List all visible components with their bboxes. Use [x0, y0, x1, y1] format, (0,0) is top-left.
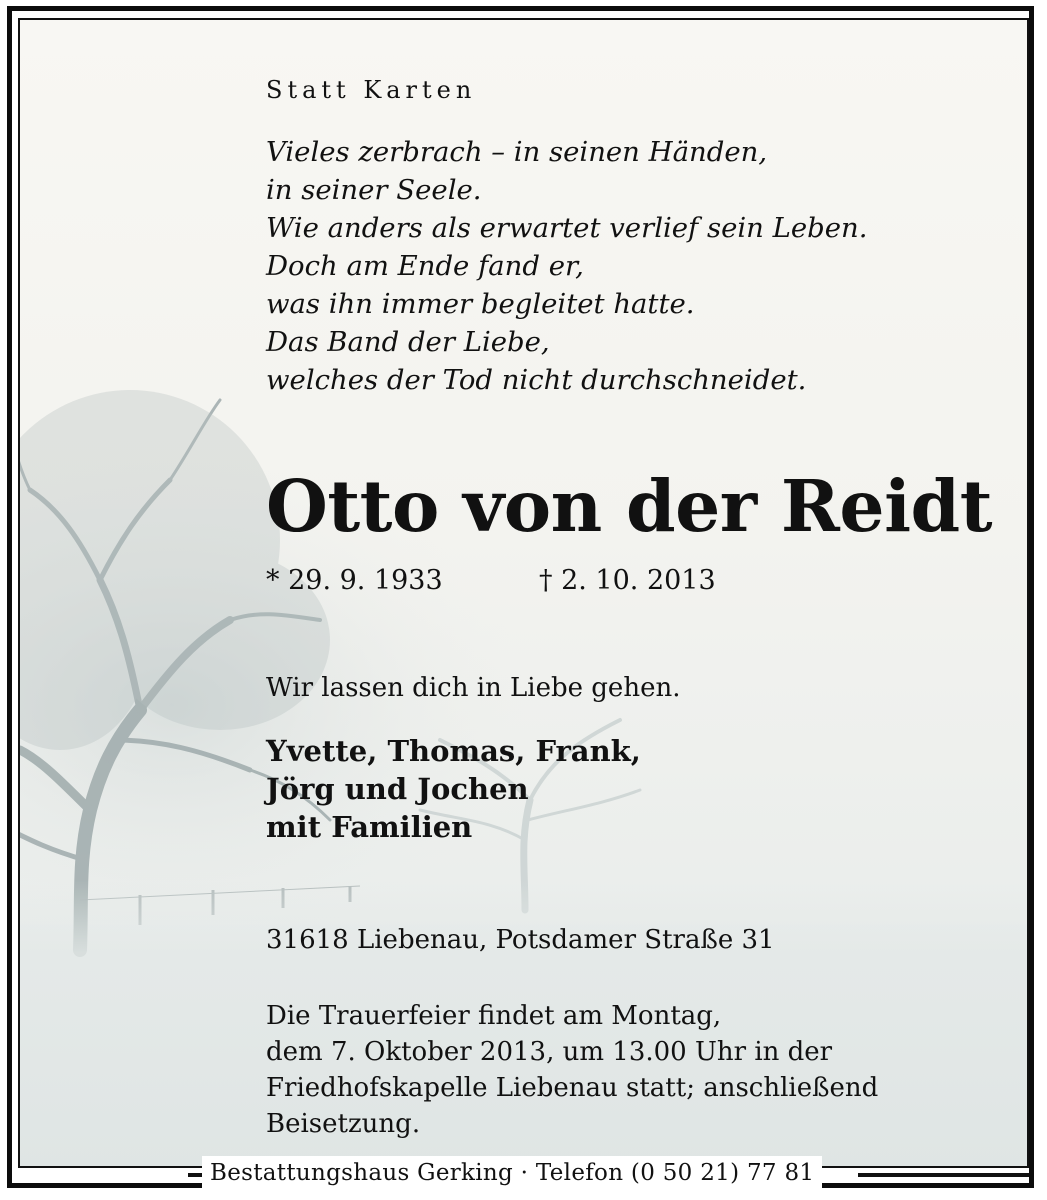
- intro-text: Statt Karten: [266, 76, 477, 104]
- ceremony-line: Beisetzung.: [266, 1109, 421, 1139]
- ceremony-line: Friedhofskapelle Liebenau statt; anschließend: [266, 1073, 879, 1103]
- mourners: [266, 732, 641, 846]
- address: 31618 Liebenau, Potsdamer Straße 31: [266, 925, 775, 955]
- footer: [18, 1152, 1029, 1192]
- poem-line: Das Band der Liebe,: [266, 326, 550, 358]
- ceremony-info: [266, 998, 878, 1142]
- notice-panel: [18, 18, 1029, 1168]
- poem-line: Doch am Ende fand er,: [266, 250, 584, 282]
- death-date: † 2. 10. 2013: [539, 565, 716, 596]
- poem: [266, 133, 867, 399]
- poem-line: welches der Tod nicht durchschneidet.: [266, 364, 807, 396]
- life-dates: [266, 565, 716, 596]
- funeral-home-contact: Bestattungshaus Gerking · Telefon (0 50 21) 77 81: [202, 1156, 822, 1190]
- mourner-line: Jörg und Jochen: [266, 772, 529, 806]
- poem-line: was ihn immer begleitet hatte.: [266, 288, 695, 320]
- birth-date: * 29. 9. 1933: [266, 565, 443, 596]
- deceased-name: Otto von der Reidt: [266, 464, 992, 548]
- poem-line: in seiner Seele.: [266, 174, 482, 206]
- ceremony-line: Die Trauerfeier findet am Montag,: [266, 1001, 722, 1031]
- footer-rule-right: [858, 1173, 1029, 1177]
- ceremony-line: dem 7. Oktober 2013, um 13.00 Uhr in der: [266, 1037, 833, 1067]
- poem-line: Wie anders als erwartet verlief sein Leben.: [266, 212, 868, 244]
- poem-line: Vieles zerbrach – in seinen Händen,: [266, 136, 768, 168]
- mourner-line: Yvette, Thomas, Frank,: [266, 734, 641, 768]
- farewell-text: Wir lassen dich in Liebe gehen.: [266, 673, 681, 703]
- mourner-line: mit Familien: [266, 810, 473, 844]
